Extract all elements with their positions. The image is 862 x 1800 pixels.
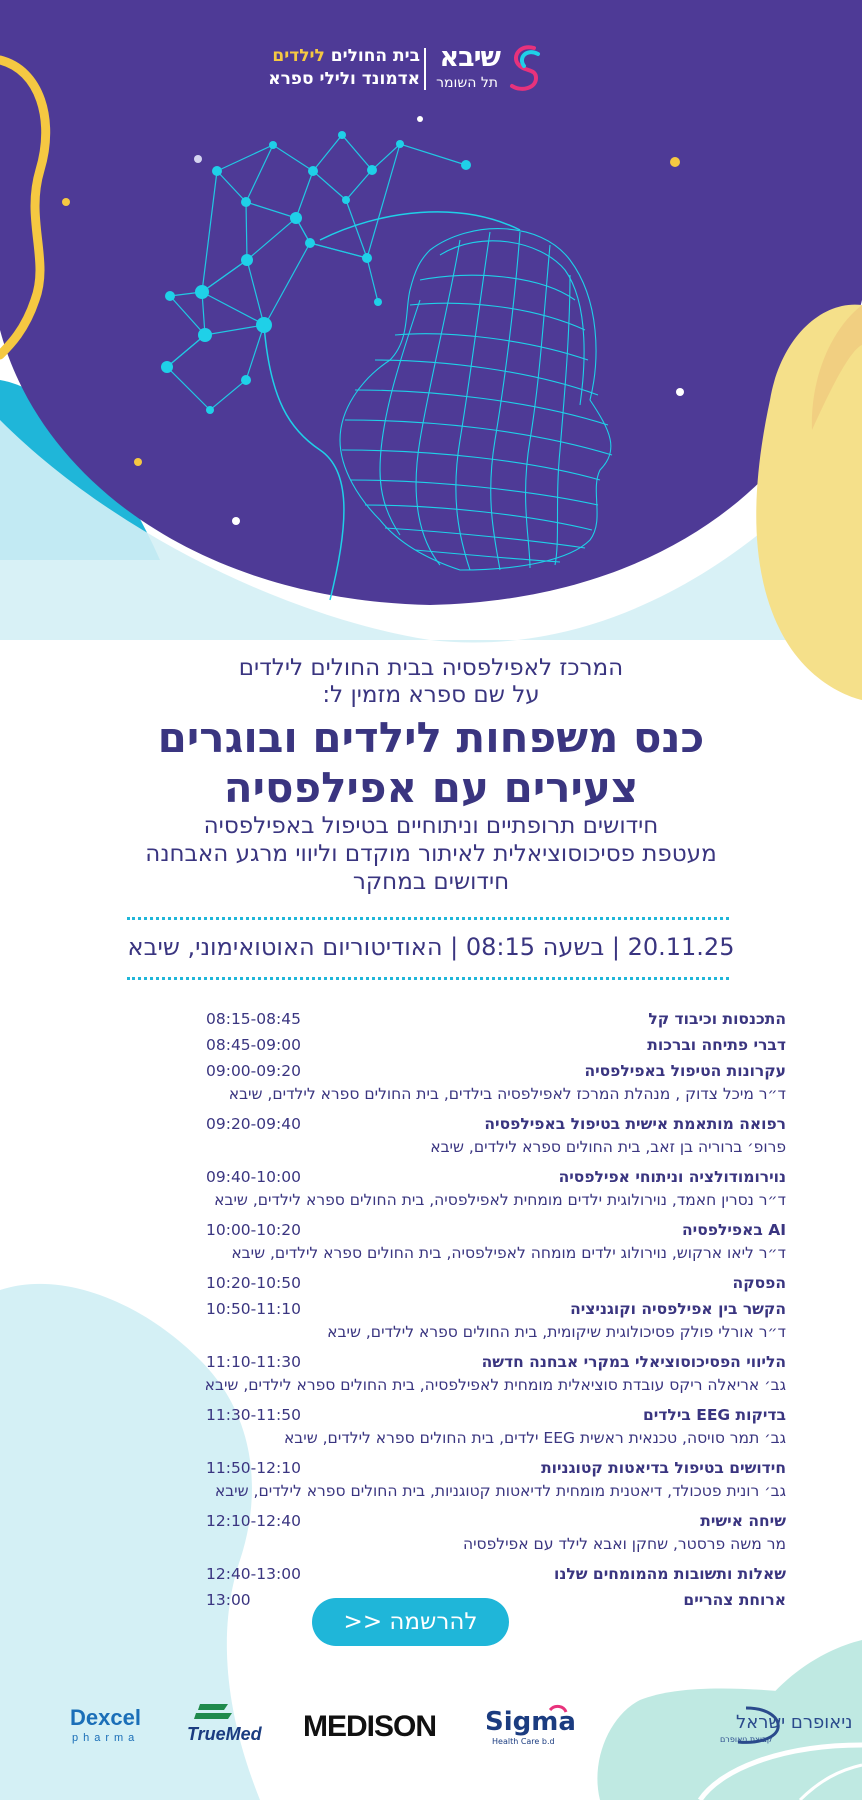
sheba-subtitle: תל השומר xyxy=(436,75,498,91)
schedule-topic: הליווי הפסיכוסוציאלי במקרי אבחנה חדשה xyxy=(481,1353,786,1371)
schedule-topic: שיחה אישית xyxy=(700,1512,786,1530)
schedule-topic: רפואה מותאמת אישית בטיפול באפילפסיה xyxy=(484,1115,786,1133)
schedule-time: 10:50-11:10 xyxy=(206,1300,301,1318)
schedule-speaker-row xyxy=(86,1533,786,1557)
sigma-sub: Health Care b.d xyxy=(492,1737,555,1746)
schedule-topic: בדיקות EEG בילדים xyxy=(642,1406,786,1424)
sponsor-truemed xyxy=(184,1700,264,1750)
schedule-speaker-row xyxy=(86,1083,786,1107)
neopharm-name: ניאופרם ישראל xyxy=(736,1712,853,1733)
sheba-name: שיבא xyxy=(439,42,500,73)
intro-line1: המרכז לאפילפסיה בבית החולים לילדים xyxy=(238,655,624,681)
schedule-speaker: ד״ר נסרין חאמד, נוירולוגית ילדים מומחית לאפילפסיה, בית החולים ספרא לילדים, שיבא xyxy=(214,1191,786,1209)
dotted-divider-top xyxy=(127,917,729,920)
children-hospital-colored: לילדים xyxy=(272,46,325,66)
schedule-speaker-row xyxy=(86,1374,786,1398)
children-hospital-line2: אדמונד ולילי ספרא xyxy=(268,69,420,89)
medison-name: MEDISON xyxy=(303,1710,437,1743)
schedule-row xyxy=(86,1113,786,1136)
schedule-speaker-row xyxy=(86,1321,786,1345)
schedule-row xyxy=(86,1298,786,1321)
register-button[interactable]: להרשמה << xyxy=(312,1598,509,1646)
topic-line: מעטפת פסיכוסוציאלית לאיתור מוקדם וליווי מרגע האבחנה xyxy=(145,841,717,867)
children-hospital-prefix: בית החולים xyxy=(324,46,420,66)
schedule-time: 11:50-12:10 xyxy=(206,1459,301,1477)
schedule-speaker: פרופ׳ ברוריה בן זאב, בית החולים ספרא לילדים, שיבא xyxy=(430,1138,786,1156)
dexcel-name: Dexcel xyxy=(70,1705,141,1730)
conference-title xyxy=(0,713,862,813)
schedule-time: 09:00-09:20 xyxy=(206,1062,301,1080)
schedule-topic: נוירומודולציה וניתוחי אפילפסיה xyxy=(558,1168,786,1186)
schedule-time: 10:20-10:50 xyxy=(206,1274,301,1292)
intro-line2: על שם ספרא מזמין ל: xyxy=(322,682,540,708)
truemed-name: TrueMed xyxy=(187,1724,262,1744)
schedule-time: 13:00 xyxy=(206,1591,251,1609)
neopharm-sub: קבוצת ניאופרם xyxy=(720,1735,773,1744)
schedule-row xyxy=(86,1008,786,1031)
schedule-time: 11:10-11:30 xyxy=(206,1353,301,1371)
schedule-time: 08:45-09:00 xyxy=(206,1036,301,1054)
schedule-row xyxy=(86,1060,786,1083)
children-hospital-name xyxy=(272,46,420,66)
title-line2: צעירים עם אפילפסיה xyxy=(223,763,639,812)
event-details: 20.11.25 | בשעה 08:15 | האודיטוריום האוטואימוני, שיבא xyxy=(127,933,735,961)
header-logos xyxy=(268,42,550,98)
schedule-speaker: ד״ר ליאו ארקוש, נוירולוג ילדים מומחה לאפילפסיה, בית החולים ספרא לילדים, שיבא xyxy=(231,1244,786,1262)
topics-list xyxy=(0,812,862,896)
schedule-speaker-row xyxy=(86,1189,786,1213)
sheba-logo-icon xyxy=(504,42,546,94)
schedule-speaker-row xyxy=(86,1242,786,1266)
schedule-topic: חידושים בטיפול בדיאטות קטוגניות xyxy=(541,1459,786,1477)
schedule-speaker-row xyxy=(86,1136,786,1160)
schedule-row xyxy=(86,1404,786,1427)
schedule-row xyxy=(86,1166,786,1189)
schedule-row xyxy=(86,1563,786,1586)
schedule-time: 09:40-10:00 xyxy=(206,1168,301,1186)
schedule-topic: התכנסות וכיבוד קל xyxy=(648,1010,786,1028)
schedule-speaker: ד״ר אורלי פולק פסיכולוגית שיקומית, בית החולים ספרא לילדים, שיבא xyxy=(327,1323,786,1341)
sponsor-neopharm xyxy=(618,1700,853,1750)
schedule-table xyxy=(86,1008,786,1615)
schedule-time: 12:40-13:00 xyxy=(206,1565,301,1583)
neopharm-logo-icon xyxy=(618,1700,853,1750)
schedule-row xyxy=(86,1272,786,1295)
schedule-row xyxy=(86,1351,786,1374)
schedule-speaker: גב׳ רונית פטכולד, דיאטנית מומחית לדיאטות קטוגניות, בית החולים ספרא לילדים, שיבא xyxy=(214,1482,786,1500)
schedule-time: 12:10-12:40 xyxy=(206,1512,301,1530)
topic-line: חידושים תרופתיים וניתוחיים בטיפול באפילפסיה xyxy=(203,813,659,839)
topic-line: חידושים במחקר xyxy=(352,869,510,895)
sponsor-dexcel xyxy=(68,1700,164,1750)
schedule-speaker-row xyxy=(86,1427,786,1451)
schedule-topic: AI באפילפסיה xyxy=(682,1221,786,1239)
sigma-name: Sigma xyxy=(485,1707,576,1737)
schedule-speaker: גב׳ תמר סויסה, טכנאית ראשית EEG ילדים, בית החולים ספרא לילדים, שיבא xyxy=(283,1429,786,1447)
schedule-speaker: ד״ר מיכל צדוק , מנהלת המרכז לאפילפסיה בילדים, בית החולים ספרא לילדים, שיבא xyxy=(228,1085,786,1103)
schedule-row xyxy=(86,1510,786,1533)
dexcel-sub: pharma xyxy=(72,1732,140,1744)
medison-logo-icon xyxy=(300,1700,450,1750)
sigma-logo-icon xyxy=(480,1700,590,1750)
schedule-topic: ארוחת צהריים xyxy=(683,1591,786,1609)
dotted-divider-bottom xyxy=(127,977,729,980)
schedule-topic: הפסקה xyxy=(732,1274,786,1292)
schedule-topic: שאלות ותשובות מהמומחים שלנו xyxy=(554,1565,786,1583)
dexcel-logo-icon xyxy=(68,1700,164,1750)
schedule-time: 08:15-08:45 xyxy=(206,1010,301,1028)
sponsor-sigma xyxy=(480,1700,590,1750)
schedule-time: 09:20-09:40 xyxy=(206,1115,301,1133)
logo-divider xyxy=(424,48,426,90)
schedule-time: 11:30-11:50 xyxy=(206,1406,301,1424)
schedule-topic: עקרונות הטיפול באפילפסיה xyxy=(584,1062,786,1080)
schedule-speaker: מר משה פרסטר, שחקן ואבא לילד עם אפילפסיה xyxy=(462,1535,786,1553)
schedule-row xyxy=(86,1034,786,1057)
schedule-time: 10:00-10:20 xyxy=(206,1221,301,1239)
title-line1: כנס משפחות לילדים ובוגרים xyxy=(157,713,705,762)
schedule-speaker-row xyxy=(86,1480,786,1504)
schedule-row xyxy=(86,1219,786,1242)
schedule-row xyxy=(86,1457,786,1480)
schedule-topic: הקשר בין אפילפסיה וקוגניציה xyxy=(570,1300,786,1318)
sponsor-medison xyxy=(300,1700,450,1750)
truemed-logo-icon xyxy=(184,1700,264,1750)
schedule-speaker: גב׳ אריאלה ריקס עובדת סוציאלית מומחית לאפילפסיה, בית החולים ספרא לילדים, שיבא xyxy=(204,1376,786,1394)
intro-text xyxy=(0,655,862,709)
schedule-topic: דברי פתיחה וברכות xyxy=(647,1036,786,1054)
